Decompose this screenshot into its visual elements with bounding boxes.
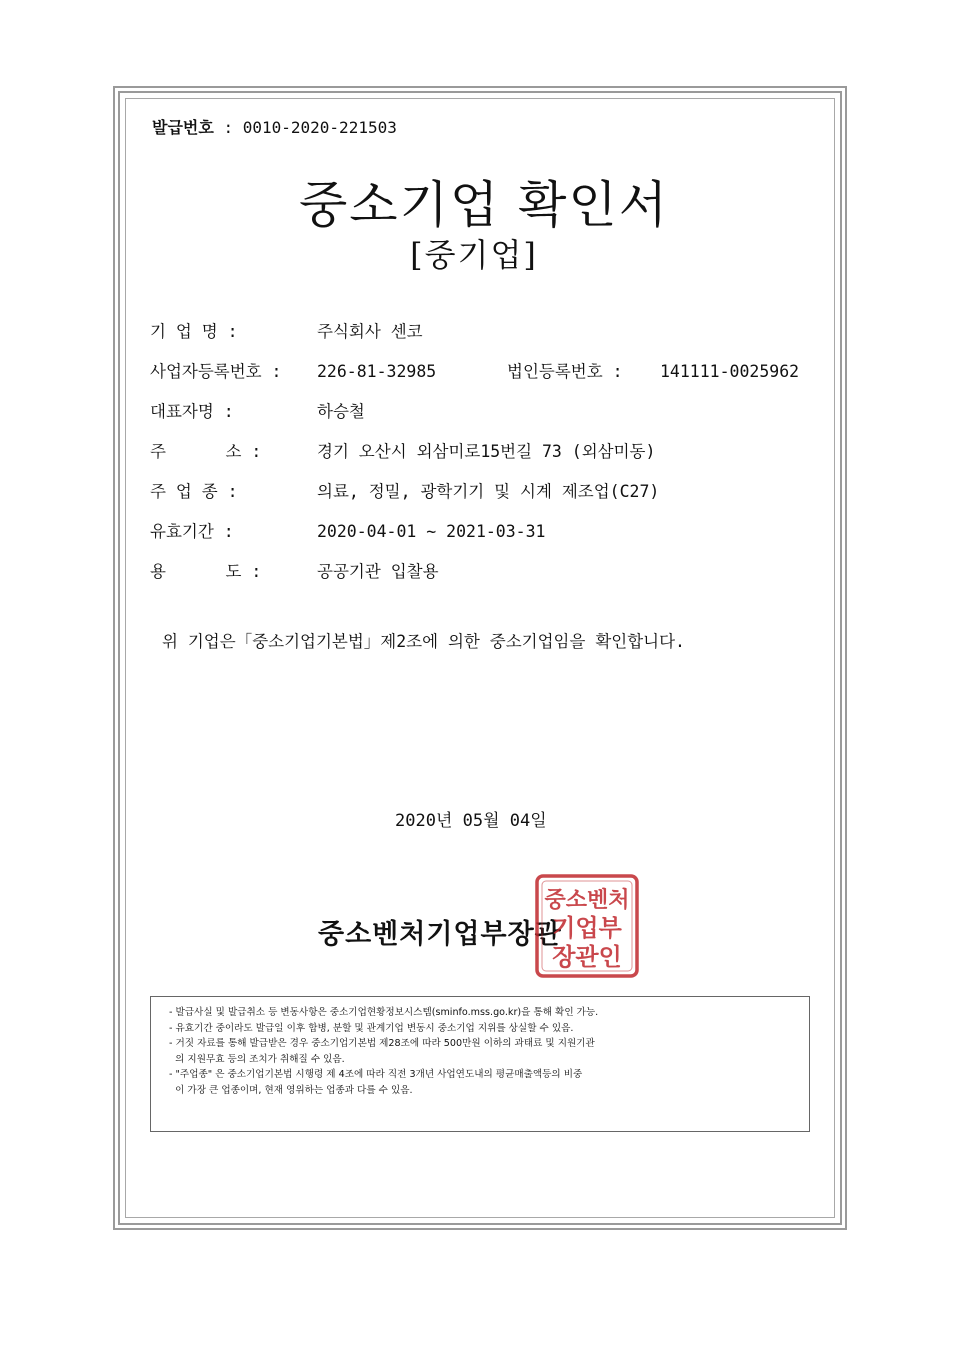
confirmation-statement: 위 기업은「중소기업기본법」제2조에 의한 중소기업임을 확인합니다. [162, 632, 685, 651]
notice-item: - 발급사실 및 발급취소 등 변동사항은 중소기업현황정보시스템(sminfo.mss.go.kr)을 통해 확인 가능. [169, 1007, 599, 1018]
issue-number [152, 115, 397, 138]
corp-reg-value: 141111-0025962 [660, 362, 800, 381]
notice-box [150, 996, 810, 1132]
business-reg-value: 226-81-32985 [317, 362, 437, 381]
validity-label: 유효기간 : [150, 522, 234, 541]
notice-item: - "주업종" 은 중소기업기본법 시행령 제 4조에 따라 직전 3개년 사업연도내의 평균매출액등의 비중 이 가장 큰 업종이며, 현재 영위하는 업종과 다를 수 있음. [169, 1069, 583, 1096]
issue-date: 2020년 05월 04일 [395, 811, 547, 831]
notice-item: - 유효기간 중이라도 발급일 이후 합병, 분할 및 관계기업 변동시 중소기업 지위를 상실할 수 있음. [169, 1022, 574, 1034]
main-business-label: 주 업 종 : [150, 482, 238, 501]
company-name-value: 주식회사 센코 [317, 322, 423, 341]
document-subtitle: [중기업] [410, 236, 538, 274]
purpose-label: 용 도 : [150, 562, 262, 581]
main-business-value: 의료, 정밀, 광학기기 및 시계 제조업(C27) [317, 482, 660, 501]
seal-text-line-2: 기업부 [552, 914, 622, 942]
document-title: 중소기업 확인서 [299, 176, 669, 234]
seal-text-line-1: 중소벤처 [544, 888, 630, 913]
issue-number-value: : 0010-2020-221503 [213, 118, 397, 137]
row-registration [150, 360, 830, 384]
issue-number-label: 발급번호 [152, 118, 214, 137]
official-seal [534, 873, 640, 979]
corp-reg-label: 법인등록번호 : [507, 362, 623, 381]
address-value: 경기 오산시 외삼미로15번길 73 (외삼미동) [317, 442, 656, 461]
representative-value: 하승철 [317, 402, 365, 421]
seal-text-line-3: 장관인 [552, 943, 622, 971]
business-reg-label: 사업자등록번호 : [150, 362, 282, 381]
company-name-label: 기 업 명 : [150, 322, 238, 341]
address-label: 주 소 : [150, 442, 262, 461]
validity-value: 2020-04-01 ~ 2021-03-31 [317, 522, 546, 541]
purpose-value: 공공기관 입찰용 [317, 562, 439, 581]
notice-item: - 거짓 자료를 통해 발급받은 경우 중소기업기본법 제28조에 따라 500만원 이하의 과태료 및 지원기관 의 지원무효 등의 조치가 취해질 수 있음. [169, 1038, 595, 1065]
representative-label: 대표자명 : [150, 402, 234, 421]
issuer-ministry: 중소벤처기업부장관 [318, 919, 562, 950]
